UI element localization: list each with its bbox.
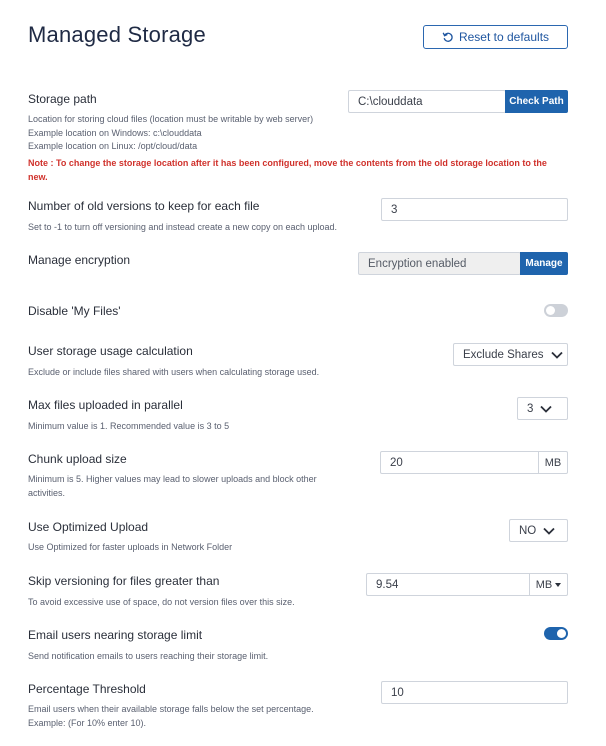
max-parallel-select[interactable] (517, 397, 568, 420)
optimized-upload-description: Use Optimized for faster uploads in Network Folder (28, 542, 233, 552)
caret-down-icon (555, 583, 561, 587)
chunk-size-description (28, 473, 317, 500)
disable-my-files-label: Disable 'My Files' (28, 304, 121, 318)
threshold-desc-line: Example: (For 10% enter 10). (28, 717, 147, 728)
manage-encryption-button[interactable]: Manage (520, 252, 568, 275)
old-versions-label: Number of old versions to keep for each file (28, 199, 260, 213)
chunk-size-desc-line: Minimum is 5. Higher values may lead to slower uploads and block other (28, 474, 317, 484)
storage-path-input[interactable]: C:\clouddata (348, 90, 506, 113)
threshold-label: Percentage Threshold (28, 682, 146, 696)
usage-calc-label: User storage usage calculation (28, 344, 193, 358)
encryption-status-field: Encryption enabled (358, 252, 521, 275)
chevron-down-icon (550, 350, 564, 360)
optimized-upload-label: Use Optimized Upload (28, 520, 149, 534)
threshold-description (28, 703, 314, 730)
max-parallel-description: Minimum value is 1. Recommended value is 3 to 5 (28, 421, 230, 431)
old-versions-description: Set to -1 to turn off versioning and instead create a new copy on each upload. (28, 222, 338, 232)
storage-path-desc-line: Location for storing cloud files (location must be writable by web server) (28, 114, 314, 124)
reset-to-defaults-button[interactable] (423, 25, 568, 49)
page-title: Managed Storage (28, 22, 206, 47)
storage-path-desc-line: Example location on Linux: /opt/cloud/data (28, 141, 198, 151)
chunk-size-desc-line: activities. (28, 487, 66, 498)
reset-to-defaults-label: Reset to defaults (458, 30, 550, 44)
skip-versioning-label: Skip versioning for files greater than (28, 574, 220, 588)
storage-path-note-line: Note : To change the storage location after it has been configured, move the contents from the old storage location to the (28, 158, 547, 168)
check-path-button[interactable]: Check Path (505, 90, 568, 113)
usage-calc-value: Exclude Shares (463, 348, 544, 361)
toggle-knob (557, 629, 566, 638)
threshold-input[interactable]: 10 (381, 681, 568, 704)
storage-path-note-line: new. (28, 171, 48, 182)
optimized-upload-select[interactable] (509, 519, 568, 542)
chunk-size-label: Chunk upload size (28, 452, 127, 466)
chevron-down-icon (542, 526, 556, 536)
storage-path-description (28, 113, 313, 154)
optimized-upload-value: NO (519, 524, 537, 537)
skip-versioning-unit-dropdown[interactable] (529, 573, 568, 596)
encryption-label: Manage encryption (28, 253, 131, 267)
skip-versioning-description: To avoid excessive use of space, do not version files over this size. (28, 597, 295, 607)
max-parallel-value: 3 (527, 402, 534, 415)
usage-calc-select[interactable] (453, 343, 568, 366)
skip-versioning-unit: MB (535, 578, 553, 591)
usage-calc-description: Exclude or include files shared with users when calculating storage used. (28, 367, 320, 377)
max-parallel-label: Max files uploaded in parallel (28, 398, 183, 412)
toggle-knob (546, 306, 555, 315)
old-versions-input[interactable]: 3 (381, 198, 568, 221)
storage-path-desc-line: Example location on Windows: c:\clouddata (28, 127, 202, 138)
chunk-size-unit: MB (539, 451, 568, 474)
threshold-desc-line: Email users when their available storage falls below the set percentage. (28, 704, 314, 714)
chevron-down-icon (539, 404, 553, 414)
disable-my-files-toggle[interactable] (544, 304, 568, 317)
storage-path-note (28, 157, 588, 184)
storage-path-label: Storage path (28, 92, 97, 106)
skip-versioning-input[interactable]: 9.54 (366, 573, 530, 596)
reset-icon (442, 31, 454, 43)
chunk-size-input[interactable]: 20 (380, 451, 539, 474)
email-limit-label: Email users nearing storage limit (28, 628, 203, 642)
email-limit-toggle[interactable] (544, 627, 568, 640)
email-limit-description: Send notification emails to users reaching their storage limit. (28, 651, 269, 661)
